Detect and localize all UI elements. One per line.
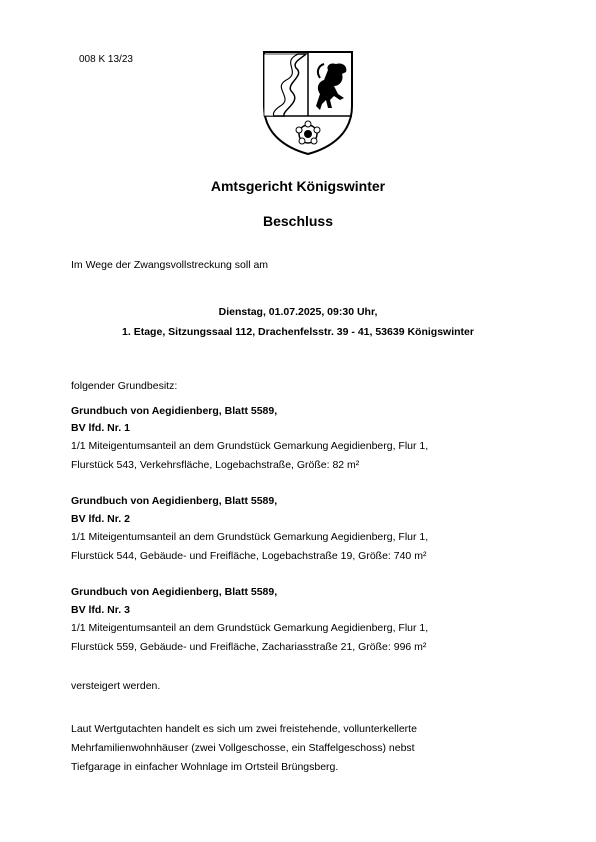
appraisal-line-3: Tiefgarage in einfacher Wohnlage im Ortsteil Brüngsberg. bbox=[71, 761, 339, 773]
intro-text: Im Wege der Zwangsvollstreckung soll am bbox=[71, 259, 269, 271]
auction-location: 1. Etage, Sitzungssaal 112, Drachenfelsstr. 39 - 41, 53639 Königswinter bbox=[122, 326, 474, 338]
property-2-grundbuch: Grundbuch von Aegidienberg, Blatt 5589, bbox=[71, 495, 278, 507]
property-1-line1: 1/1 Miteigentumsanteil an dem Grundstück Gemarkung Aegidienberg, Flur 1, bbox=[71, 440, 429, 452]
auction-date: Dienstag, 01.07.2025, 09:30 Uhr, bbox=[218, 306, 378, 318]
property-1-bv: BV lfd. Nr. 1 bbox=[71, 422, 130, 434]
property-intro: folgender Grundbesitz: bbox=[71, 380, 178, 392]
property-2-bv: BV lfd. Nr. 2 bbox=[71, 513, 130, 525]
property-1-grundbuch: Grundbuch von Aegidienberg, Blatt 5589, bbox=[71, 405, 278, 417]
document-type: Beschluss bbox=[262, 213, 334, 229]
property-3-line2: Flurstück 559, Gebäude- und Freifläche, Zachariasstraße 21, Größe: 996 m² bbox=[71, 641, 427, 653]
property-3-line1: 1/1 Miteigentumsanteil an dem Grundstück Gemarkung Aegidienberg, Flur 1, bbox=[71, 622, 429, 634]
court-name: Amtsgericht Königswinter bbox=[210, 178, 386, 194]
property-3-grundbuch: Grundbuch von Aegidienberg, Blatt 5589, bbox=[71, 586, 278, 598]
property-2-line1: 1/1 Miteigentumsanteil an dem Grundstück Gemarkung Aegidienberg, Flur 1, bbox=[71, 531, 429, 543]
property-2-line2: Flurstück 544, Gebäude- und Freifläche, Logebachstraße 19, Größe: 740 m² bbox=[71, 550, 427, 562]
appraisal-line-2: Mehrfamilienwohnhäuser (zwei Vollgeschosse, ein Staffelgeschoss) nebst bbox=[71, 742, 415, 754]
appraisal-line-1: Laut Wertgutachten handelt es sich um zwei freistehende, vollunterkellerte bbox=[71, 723, 417, 735]
coat-of-arms-icon bbox=[258, 48, 358, 156]
property-3-bv: BV lfd. Nr. 3 bbox=[71, 604, 130, 616]
case-number: 008 K 13/23 bbox=[79, 54, 133, 65]
property-1-line2: Flurstück 543, Verkehrsfläche, Logebachstraße, Größe: 82 m² bbox=[71, 459, 360, 471]
auction-statement: versteigert werden. bbox=[71, 680, 161, 692]
